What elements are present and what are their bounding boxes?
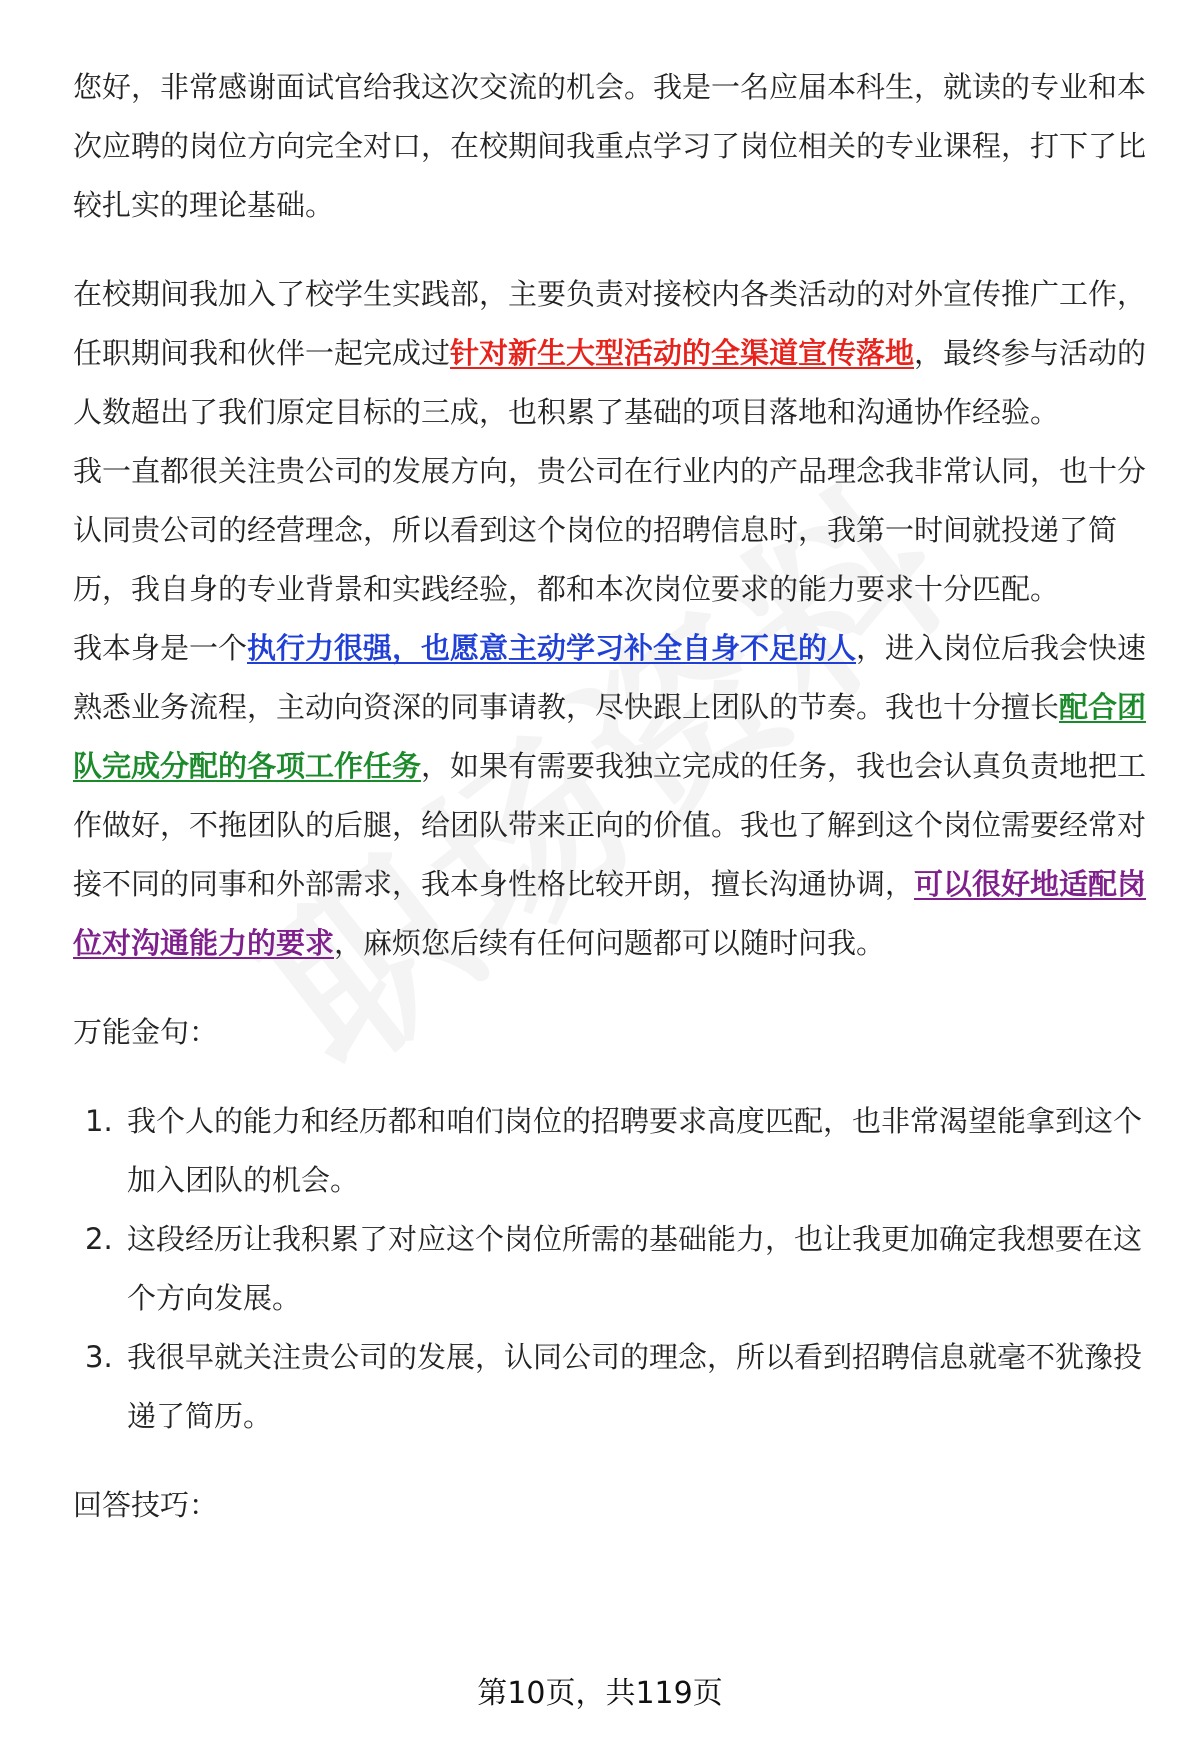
practice-text-before: 在校期间我加入了校学生实践部，主要负责对接校内各类活动的对外宣传推广工作，任职期间我和伙伴一起完成过	[73, 277, 1147, 370]
page-number: 第10页，共119页	[477, 1676, 723, 1711]
self-text-3: ，如果有需要我独立完成的任务，我也会认真负责地把工作做好，不拖团队的后腿，给团队带来正向的价值。我也了解到这个岗位需要经常对接不同的同事和外部需求，我本身性格比较开朗，擅长沟通协调，	[73, 749, 1147, 901]
highlight-purple: 可以很好地适配岗位对沟通能力的要求	[73, 867, 1147, 960]
practice-text-after: ，最终参与活动的人数超出了我们原定目标的三成，也积累了基础的项目落地和沟通协作经验。	[73, 336, 1147, 429]
list-item-text: 我很早就关注贵公司的发展，认同公司的理念，所以看到招聘信息就毫不犹豫投递了简历。	[127, 1340, 1143, 1433]
list-item-number: 3.	[85, 1340, 113, 1374]
list-item-text: 我个人的能力和经历都和咱们岗位的招聘要求高度匹配，也非常渴望能拿到这个加入团队的机会。	[127, 1104, 1143, 1197]
list-item-number: 1.	[85, 1104, 113, 1138]
highlight-red: 针对新生大型活动的全渠道宣传落地	[450, 336, 915, 370]
tips-title: 回答技巧：	[73, 1488, 219, 1522]
list-item	[73, 1328, 1149, 1446]
intro-paragraph: 您好，非常感谢面试官给我这次交流的机会。我是一名应届本科生，就读的专业和本次应聘的岗位方向完全对口，在校期间我重点学习了岗位相关的专业课程，打下了比较扎实的理论基础。	[73, 70, 1147, 222]
document-body	[73, 58, 1149, 1535]
list-item-number: 2.	[85, 1222, 113, 1256]
highlight-blue: 执行力很强，也愿意主动学习补全自身不足的人	[247, 631, 857, 665]
self-text-1: 我本身是一个	[73, 631, 248, 665]
golden-phrases-list	[73, 1092, 1149, 1446]
company-paragraph: 我一直都很关注贵公司的发展方向，贵公司在行业内的产品理念我非常认同，也十分认同贵公司的经营理念，所以看到这个岗位的招聘信息时，我第一时间就投递了简历，我自身的专业背景和实践经验，都和本次岗位要求的能力要求十分匹配。	[73, 454, 1147, 606]
practice-paragraph	[73, 265, 1149, 442]
golden-phrases-title: 万能金句：	[73, 1015, 219, 1049]
list-item	[73, 1210, 1149, 1328]
self-text-4: ，麻烦您后续有任何问题都可以随时问我。	[334, 926, 886, 960]
highlight-green: 配合团队完成分配的各项工作任务	[73, 690, 1147, 783]
list-item-text: 这段经历让我积累了对应这个岗位所需的基础能力，也让我更加确定我想要在这个方向发展。	[127, 1222, 1143, 1315]
self-paragraph	[73, 619, 1149, 973]
list-item	[73, 1092, 1149, 1210]
self-text-2: ，进入岗位后我会快速熟悉业务流程，主动向资深的同事请教，尽快跟上团队的节奏。我也十分擅长	[73, 631, 1147, 724]
